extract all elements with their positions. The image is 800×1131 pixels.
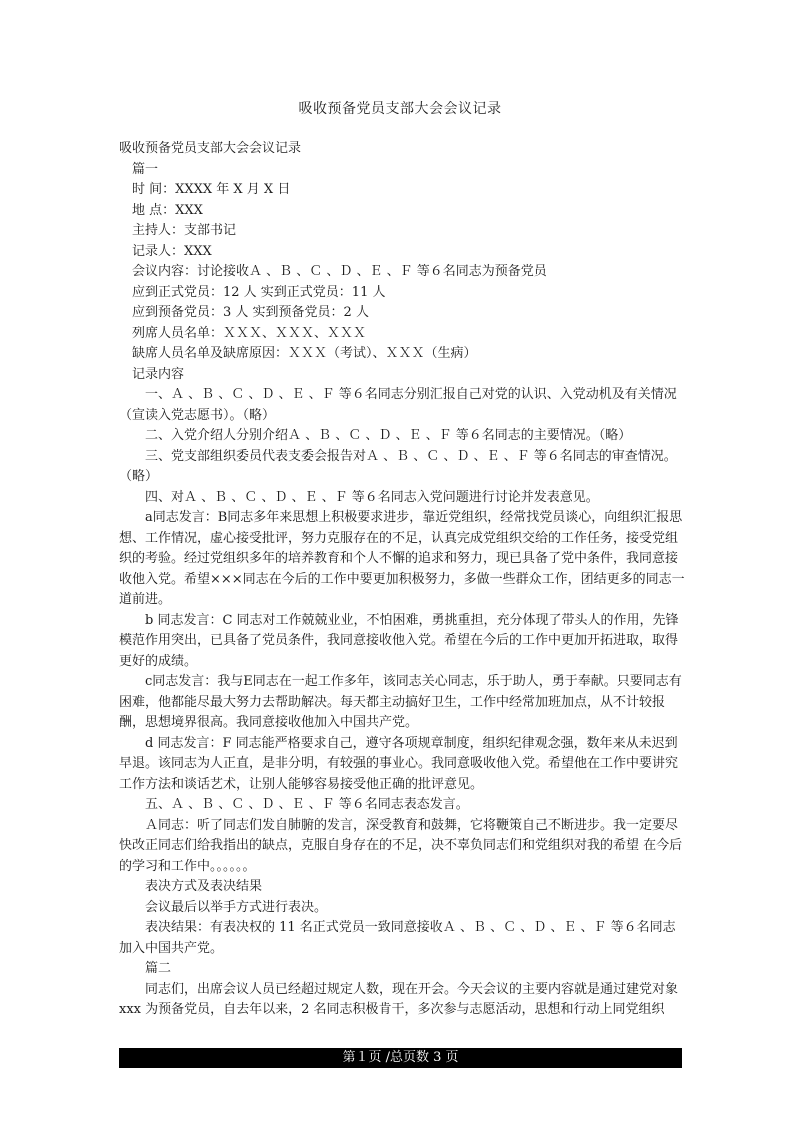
paragraph: b 同志发言：C 同志对工作兢兢业业，不怕困难，勇挑重担，充分体现了带头人的作用，先锋模范作用突出，已具备了党员条件，我同意接收他入党。希望在今后的工作中更加开拓进取，取得更好的成绩。: [119, 612, 679, 669]
paragraph: Ａ同志：听了同志们发自肺腑的发言，深受教育和鼓舞，它将鞭策自己不断进步。我一定要尽快改正同志们给我指出的缺点，克服自身存在的不足，决不辜负同志们和党组织对我的希望 在今后的学习和工作中。。。。。。: [119, 817, 683, 874]
paragraph: c同志发言：我与E同志在一起工作多年，该同志关心同志，乐于助人，勇于奉献。只要同志有困难，他都能尽最大努力去帮助解决。每天都主动搞好卫生，工作中经常加班加点，从不计较报酬，思想境界很高。我同意接收他加入中国共产党。: [119, 674, 682, 730]
paragraph: a同志发言：B同志多年来思想上积极要求进步，靠近党组织，经常找党员谈心，向组织汇报思想、工作情况，虚心接受批评，努力克服存在的不足，认真完成党组织交给的工作任务，接受党组织的考验。经过党组织多年的培养教育和个人不懈的追求和努力，现已具备了党中条件，我同意接收他入党。希望×××同志在今后的工作中要更加积极努力，多做一些群众工作，团结更多的同志一道前进。: [119, 510, 685, 607]
paragraph: 一、Ａ 、Ｂ 、Ｃ 、Ｄ 、Ｅ 、Ｆ 等６名同志分别汇报自己对党的认识、入党动机及有关情况（宣读入党志愿书）。（略）: [119, 387, 677, 423]
paragraph: 四、对Ａ 、Ｂ 、Ｃ 、Ｄ 、Ｅ 、Ｆ 等６名同志入党问题进行讨论并发表意见。: [145, 489, 599, 505]
paragraph: 同志们，出席会议人员已经超过规定人数，现在开会。今天会议的主要内容就是通过建党对象 xxx 为预备党员，自去年以来，2 名同志积极肯干，多次参与志愿活动，思想和行动上同党组织: [119, 981, 679, 1017]
section-label-2: 篇二: [145, 961, 172, 976]
paragraph: 五、Ａ 、Ｂ 、Ｃ 、Ｄ 、Ｅ 、Ｆ 等６名同志表态发言。: [145, 797, 469, 812]
meeting-location: 地 点：XXX: [132, 202, 203, 218]
meeting-time: 时 间：XXXX 年 X 月 X 日: [132, 182, 291, 197]
paragraph: 二、入党介绍人分别介绍Ａ 、Ｂ 、Ｃ 、Ｄ 、Ｅ 、Ｆ 等６名同志的主要情况。（略）: [145, 428, 632, 443]
vote-result: 表决结果：有表决权的 11 名正式党员一致同意接收Ａ 、Ｂ 、Ｃ 、Ｄ 、Ｅ 、Ｆ 等６名同志加入中国共产党。: [119, 920, 676, 956]
vote-method-heading: 表决方式及表决结果: [145, 879, 263, 894]
meeting-host: 主持人：支部书记: [132, 223, 237, 238]
absentees-list: 缺席人员名单及缺席原因：ＸＸＸ（考试）、ＸＸＸ（生病）: [132, 346, 477, 361]
meeting-content: 会议内容：讨论接收Ａ 、Ｂ 、Ｃ 、Ｄ 、Ｅ 、Ｆ 等６名同志为预备党员: [132, 264, 547, 279]
paragraph: 三、党支部组织委员代表支委会报告对Ａ 、Ｂ 、Ｃ 、Ｄ 、Ｅ 、Ｆ 等６名同志的审查情况。（略）: [119, 448, 677, 484]
paragraph: d 同志发言：F 同志能严格要求自己，遵守各项规章制度，组织纪律观念强，数年来从未迟到早退。该同志为人正直，是非分明，有较强的事业心。我同意吸收他入党。希望他在工作中要讲究工作方法和谈话艺术，让别人能够容易接受他正确的批评意见。: [119, 735, 679, 792]
formal-members-count: 应到正式党员：12 人 实到正式党员：11 人: [132, 284, 386, 300]
paragraph: 会议最后以举手方式进行表决。: [145, 899, 328, 915]
record-content-heading: 记录内容: [132, 366, 185, 382]
section-label-1: 篇一: [132, 161, 159, 177]
meeting-recorder: 记录人：XXX: [132, 243, 212, 259]
attendees-list: 列席人员名单：ＸＸＸ、ＸＸＸ、ＸＸＸ: [132, 325, 367, 341]
page-title: 吸收预备党员支部大会会议记录: [298, 101, 502, 117]
probationary-members-count: 应到预备党员：3 人 实到预备党员：2 人: [132, 305, 369, 320]
page-footer: 第１页 /总页数 3 页: [119, 1048, 682, 1068]
document-heading: 吸收预备党员支部大会会议记录: [119, 141, 302, 156]
document-body: [119, 139, 687, 1021]
